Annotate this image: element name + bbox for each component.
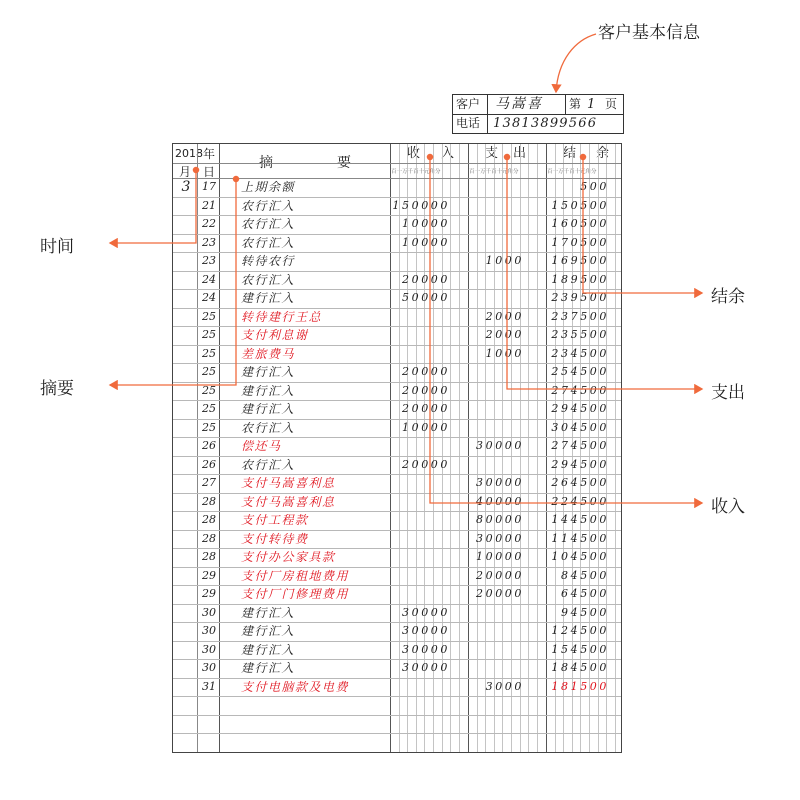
row-balance: 254500 — [551, 365, 609, 378]
row-day: 25 — [202, 346, 216, 360]
row-expense: 40000 — [476, 494, 524, 508]
row-income: 150000 — [392, 198, 450, 212]
row-expense: 30000 — [476, 476, 524, 489]
row-summary: 建行汇入 — [241, 624, 296, 638]
row-day: 25 — [202, 309, 216, 323]
row-day: 23 — [202, 254, 216, 267]
row-expense: 20000 — [476, 587, 524, 600]
expense-header-1: 支 — [485, 146, 499, 161]
row-income: 50000 — [402, 291, 450, 304]
row-day: 24 — [202, 291, 216, 304]
row-income: 20000 — [402, 457, 450, 471]
row-day: 22 — [202, 217, 216, 230]
phone-label: 电话 — [456, 116, 481, 130]
row-day: 30 — [202, 605, 216, 619]
expense-header-2: 出 — [513, 146, 527, 161]
row-summary: 差旅费马 — [241, 346, 296, 361]
row-balance: 274500 — [551, 439, 609, 452]
row-summary: 农行汇入 — [241, 217, 296, 231]
day-label: 日 — [203, 165, 216, 179]
row-summary: 支付马嵩喜利息 — [241, 476, 336, 490]
row-balance: 114500 — [551, 531, 609, 545]
row-income: 20000 — [402, 402, 450, 415]
page-number: 1 — [587, 97, 596, 112]
phone-value: 13813899566 — [493, 116, 598, 131]
row-income: 20000 — [402, 365, 450, 378]
row-summary: 转待农行 — [241, 254, 296, 268]
row-balance: 234500 — [551, 346, 609, 360]
row-day: 29 — [202, 568, 216, 582]
expense-unit-labels: 百十万千百十元角分 — [469, 169, 519, 175]
row-balance: 104500 — [551, 550, 609, 563]
row-day: 28 — [202, 550, 216, 563]
row-summary: 支付办公家具款 — [241, 550, 336, 564]
summary-header-2: 要 — [337, 155, 351, 171]
row-day: 26 — [202, 457, 216, 471]
row-day: 21 — [202, 198, 216, 212]
callout-customer-info: 客户基本信息 — [598, 23, 700, 43]
row-balance: 84500 — [561, 568, 609, 582]
row-day: 29 — [202, 587, 216, 600]
summary-header-1: 摘 — [259, 155, 273, 171]
callout-summary: 摘要 — [40, 379, 74, 399]
row-expense: 20000 — [476, 568, 524, 582]
row-balance: 304500 — [551, 420, 609, 434]
row-summary: 支付厂门修理费用 — [241, 587, 350, 601]
row-balance: 124500 — [551, 624, 609, 637]
row-expense: 3000 — [485, 679, 524, 693]
row-balance: 150500 — [551, 198, 609, 212]
row-month: 3 — [181, 179, 191, 195]
row-summary: 支付工程款 — [241, 513, 309, 527]
row-balance: 154500 — [551, 642, 609, 656]
row-day: 28 — [202, 494, 216, 508]
row-day: 27 — [202, 476, 216, 489]
row-balance: 264500 — [551, 476, 609, 489]
row-day: 23 — [202, 235, 216, 249]
row-income: 30000 — [402, 605, 450, 619]
customer-name-value: 马嵩喜 — [495, 96, 543, 112]
income-unit-labels: 百十万千百十元角分 — [391, 169, 441, 175]
row-summary: 支付利息谢 — [241, 328, 309, 342]
row-expense: 30000 — [476, 439, 524, 452]
row-summary: 农行汇入 — [241, 235, 296, 250]
row-expense: 2000 — [485, 328, 524, 341]
row-summary: 建行汇入 — [241, 383, 296, 398]
row-day: 30 — [202, 624, 216, 637]
balance-header-2: 余 — [596, 146, 610, 161]
row-day: 30 — [202, 642, 216, 656]
row-balance: 294500 — [551, 457, 609, 471]
callout-time: 时间 — [40, 237, 74, 257]
row-income: 20000 — [402, 383, 450, 397]
row-summary: 农行汇入 — [241, 272, 296, 287]
row-summary: 建行汇入 — [241, 661, 296, 675]
row-expense: 2000 — [485, 309, 524, 323]
row-balance: 189500 — [551, 272, 609, 286]
row-balance: 169500 — [551, 254, 609, 267]
row-income: 10000 — [402, 235, 450, 249]
row-balance: 274500 — [551, 383, 609, 397]
row-summary: 建行汇入 — [241, 402, 296, 416]
row-balance: 160500 — [551, 217, 609, 230]
row-summary: 建行汇入 — [241, 291, 296, 305]
income-header-2: 入 — [441, 146, 455, 161]
callout-balance: 结余 — [711, 287, 745, 307]
row-summary: 支付转待费 — [241, 531, 309, 546]
row-summary: 上期余额 — [241, 180, 296, 194]
row-summary: 农行汇入 — [241, 198, 296, 213]
row-summary: 建行汇入 — [241, 605, 296, 620]
income-header-1: 收 — [407, 146, 421, 161]
row-income: 10000 — [402, 217, 450, 230]
callout-income: 收入 — [711, 497, 745, 517]
row-balance: 184500 — [551, 661, 609, 674]
row-day: 17 — [202, 180, 216, 193]
year-value: 2018 — [175, 147, 203, 160]
row-day: 25 — [202, 365, 216, 378]
balance-header-1: 结 — [563, 146, 577, 161]
row-income: 20000 — [402, 272, 450, 286]
row-day: 25 — [202, 383, 216, 397]
row-summary: 建行汇入 — [241, 365, 296, 379]
row-income: 30000 — [402, 661, 450, 674]
row-summary: 偿还马 — [241, 439, 282, 453]
row-income: 10000 — [402, 420, 450, 434]
month-label: 月 — [179, 165, 192, 179]
row-summary: 支付电脑款及电费 — [241, 679, 350, 694]
row-balance: 500 — [580, 180, 609, 193]
row-income: 30000 — [402, 624, 450, 637]
row-balance: 170500 — [551, 235, 609, 249]
row-day: 30 — [202, 661, 216, 674]
customer-name-label: 客户 — [456, 97, 481, 111]
page-prefix: 第 — [569, 97, 582, 111]
callout-expense: 支出 — [711, 383, 745, 403]
row-expense: 80000 — [476, 513, 524, 526]
row-expense: 1000 — [485, 254, 524, 267]
row-summary: 转待建行王总 — [241, 309, 323, 324]
row-summary: 农行汇入 — [241, 420, 296, 435]
row-income: 30000 — [402, 642, 450, 656]
year-label: 年 — [203, 147, 216, 161]
row-summary: 支付厂房租地费用 — [241, 568, 350, 583]
balance-unit-labels: 百十万千百十元角分 — [547, 169, 597, 175]
row-balance: 181500 — [551, 679, 609, 693]
row-summary: 农行汇入 — [241, 457, 296, 472]
row-balance: 294500 — [551, 402, 609, 415]
page-suffix: 页 — [605, 97, 618, 111]
row-balance: 235500 — [551, 328, 609, 341]
row-day: 26 — [202, 439, 216, 452]
row-expense: 10000 — [476, 550, 524, 563]
row-expense: 1000 — [485, 346, 524, 360]
row-expense: 30000 — [476, 531, 524, 545]
row-balance: 144500 — [551, 513, 609, 526]
row-day: 24 — [202, 272, 216, 286]
row-day: 28 — [202, 513, 216, 526]
row-balance: 239500 — [551, 291, 609, 304]
row-day: 28 — [202, 531, 216, 545]
row-day: 25 — [202, 402, 216, 415]
row-day: 25 — [202, 420, 216, 434]
row-balance: 64500 — [561, 587, 609, 600]
row-balance: 94500 — [561, 605, 609, 619]
row-day: 31 — [202, 679, 216, 693]
row-summary: 建行汇入 — [241, 642, 296, 657]
row-summary: 支付马嵩喜利息 — [241, 494, 336, 509]
row-day: 25 — [202, 328, 216, 341]
row-balance: 224500 — [551, 494, 609, 508]
row-balance: 237500 — [551, 309, 609, 323]
